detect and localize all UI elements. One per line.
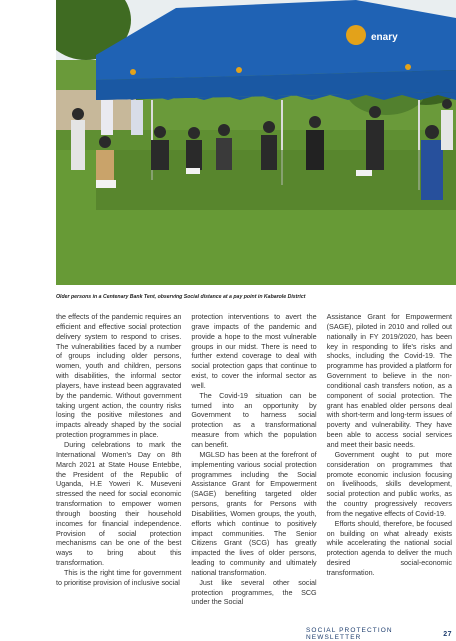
page-number: 27	[443, 630, 452, 638]
column-3	[327, 312, 452, 607]
paragraph: MGLSD has been at the forefront of implementing various social protection programmes including the Social Assistance Grant for Empowerment (SAGE) benefiting targeted older persons, grants for Persons with Disabilities, Women groups, the youth, efforts which continue to positively impact communities. The Senior Citizens Grant (SCG) has greatly impacted the lives of older persons, leading to community and ultimately national transformation.	[191, 449, 317, 577]
paragraph: This is the right time for government to prioritise provision of inclusive social	[56, 567, 182, 587]
newsletter-title: SOCIAL PROTECTION NEWSLETTER	[306, 627, 393, 641]
event-photo	[56, 0, 456, 285]
column-1	[56, 312, 181, 607]
tent-scene-illustration	[56, 0, 456, 285]
paragraph: protection interventions to avert the grave impacts of the pandemic and provide a hope to the most vulnerable groups in our midst. There is need to further extend coverage to deal with social protection gaps that continue to exist, to cover the informal sector as well.	[191, 312, 317, 390]
article-body	[56, 312, 452, 607]
photo-caption: Older persons in a Centenary Bank Tent, observing Social distance at a pay point in Kabarole District	[56, 294, 306, 300]
paragraph: Assistance Grant for Empowerment (SAGE), piloted in 2010 and rolled out nationally in FY 2019/2020, has been key in responding to life's risks and shocks, including the Covid-19. The programme has provided a platform for Government to believe in the non-conditional cash transfers notion, as a component of social protection. The grant has enabled older persons deal with short-term and long-term issues of poverty and vulnerability. They have been able to access social services and meet their basic needs.	[326, 312, 452, 449]
paragraph: the effects of the pandemic requires an efficient and effective social protection delivery system to respond to crises. The vulnerabilities faced by a number of groups including older persons, women, youth and children, persons with disabilities, the informal sector players, have instead been aggravated by the pandemic. Without government taking urgent action, the country risks losing the positive milestones and impacts already shaped by the social protection programmes in place.	[56, 312, 182, 440]
paragraph: Just like several other social protection programmes, the SCG under the Social	[191, 577, 317, 607]
paragraph: The Covid-19 situation can be turned into an opportunity by Government to harness social protection as a transformational measure from which the population can benefit.	[191, 390, 317, 449]
page-footer	[306, 627, 452, 641]
paragraph: During celebrations to mark the International Women's Day on 8th March 2021 at State House Entebbe, the President of the Republic of Uganda, H.E Yoweri K. Museveni stressed the need for social economic transformation to empower women through boosting their household incomes for financial independence. Provision of social protection mechanisms can be one of the best ways to bring about this transformation.	[56, 439, 182, 568]
svg-text:enary: enary	[371, 32, 398, 43]
paragraph: Government ought to put more consideration on programmes that promote economic inclusion focusing on livelihoods, skills development, social protection and public works, as the country progressively recovers from the negative effects of Covid-19.	[326, 449, 452, 518]
paragraph: Efforts should, therefore, be focused on building on what already exists while accelerating the national social protection agenda to deliver the much desired social-economic transformation.	[326, 518, 452, 577]
column-2	[191, 312, 316, 607]
